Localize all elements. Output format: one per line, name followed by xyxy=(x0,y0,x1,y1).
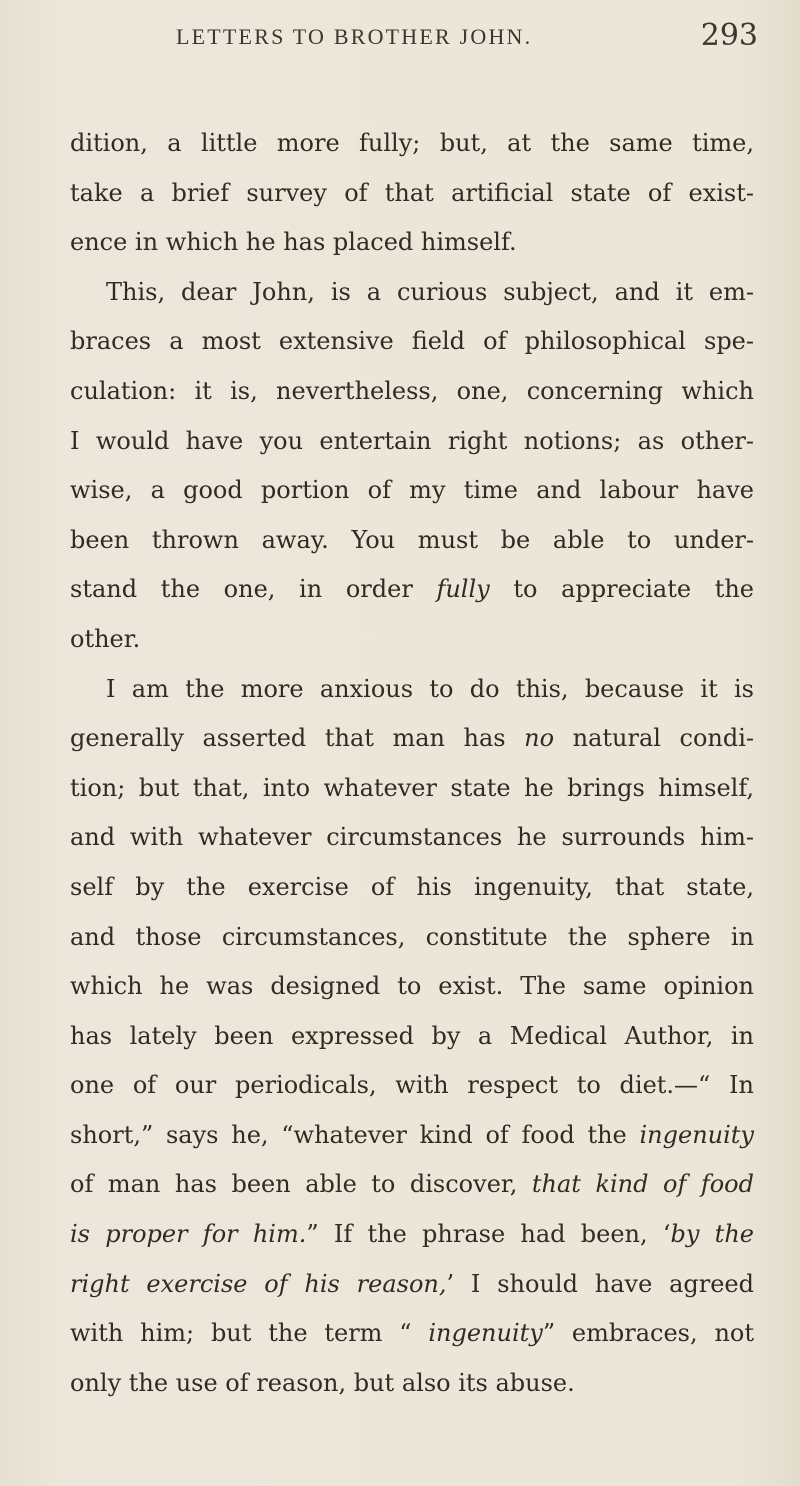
running-head xyxy=(176,8,758,52)
text-run: to appreciate the xyxy=(489,575,754,604)
text-line xyxy=(70,1210,754,1260)
text-run: culation: it is, nevertheless, one, concerning which xyxy=(70,376,754,405)
italic-text: right exercise of his reason, xyxy=(70,1269,447,1298)
page-number: 293 xyxy=(700,18,758,53)
text-run: one of our periodicals, with respect to diet.—“ In xyxy=(70,1071,754,1100)
text-line xyxy=(70,1309,754,1359)
text-line xyxy=(70,615,754,665)
text-run: with him; but the term “ xyxy=(70,1319,429,1348)
text-run: ence in which he has placed himself. xyxy=(70,228,517,257)
text-run: natural condi- xyxy=(554,724,754,753)
text-line xyxy=(70,1160,754,1210)
text-line xyxy=(70,813,754,863)
text-line xyxy=(70,516,754,566)
text-line xyxy=(70,268,754,318)
text-run: ’ I should have agreed xyxy=(446,1269,754,1298)
text-run: only the use of reason, but also its abuse. xyxy=(70,1368,575,1397)
italic-text: ingenuity xyxy=(428,1319,543,1348)
text-run: ” embraces, not xyxy=(542,1319,754,1348)
text-line xyxy=(70,565,754,615)
italic-text: by the xyxy=(670,1220,754,1249)
running-title: LETTERS TO BROTHER JOHN. xyxy=(176,24,533,49)
text-line xyxy=(70,1012,754,1062)
text-run: take a brief survey of that artificial state of exist- xyxy=(70,178,754,207)
body-text xyxy=(70,119,754,1408)
text-line xyxy=(70,1061,754,1111)
text-run: of man has been able to discover, xyxy=(70,1170,532,1199)
text-line xyxy=(70,169,754,219)
text-run: wise, a good portion of my time and labour have xyxy=(70,476,754,505)
italic-text: ingenuity xyxy=(639,1120,754,1149)
italic-text: no xyxy=(524,724,555,753)
text-line xyxy=(70,466,754,516)
text-line xyxy=(70,1111,754,1161)
text-run: and with whatever circumstances he surrounds him- xyxy=(70,823,754,852)
text-run: I am the more anxious to do this, because it is xyxy=(106,674,754,703)
text-line xyxy=(70,714,754,764)
italic-text: is proper for him. xyxy=(70,1220,307,1249)
text-run: stand the one, in order xyxy=(70,575,437,604)
text-line xyxy=(70,913,754,963)
text-line xyxy=(70,119,754,169)
text-run: which he was designed to exist. The same opinion xyxy=(70,972,754,1001)
text-run: dition, a little more fully; but, at the same time, xyxy=(70,129,754,157)
text-line xyxy=(70,218,754,268)
italic-text: that kind of food xyxy=(531,1170,754,1199)
text-line xyxy=(70,764,754,814)
text-run: self by the exercise of his ingenuity, that state, xyxy=(70,872,754,901)
text-line xyxy=(70,863,754,913)
text-run: generally asserted that man has xyxy=(70,724,525,753)
text-line xyxy=(70,665,754,715)
text-run: braces a most extensive field of philosophical spe- xyxy=(70,327,754,356)
text-run: I would have you entertain right notions; as other- xyxy=(70,426,754,455)
text-line xyxy=(70,417,754,467)
text-run: This, dear John, is a curious subject, and it em- xyxy=(106,277,754,306)
text-line xyxy=(70,1260,754,1310)
text-run: ” If the phrase had been, ‘ xyxy=(306,1220,671,1249)
text-run: and those circumstances, constitute the sphere in xyxy=(70,922,754,951)
text-line xyxy=(70,367,754,417)
text-run: has lately been expressed by a Medical Author, in xyxy=(70,1021,754,1050)
text-run: been thrown away. You must be able to under- xyxy=(70,525,754,554)
text-run: short,” says he, “whatever kind of food the xyxy=(70,1120,640,1149)
text-line xyxy=(70,317,754,367)
italic-text: fully xyxy=(436,575,490,604)
text-line xyxy=(70,962,754,1012)
text-run: other. xyxy=(70,624,141,653)
text-line xyxy=(70,1359,754,1409)
text-run: tion; but that, into whatever state he brings himself, xyxy=(70,773,754,802)
